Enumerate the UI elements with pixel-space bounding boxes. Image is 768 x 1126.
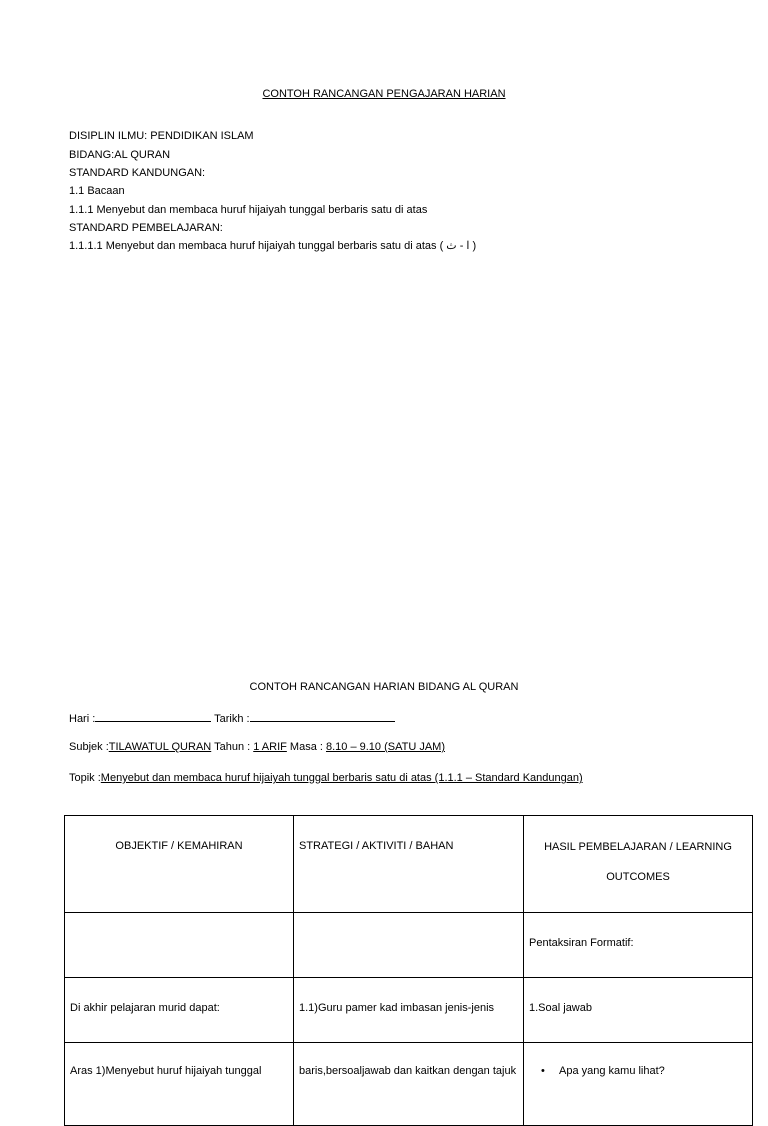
subjek-label: Subjek : — [69, 741, 109, 753]
table-row — [65, 913, 753, 978]
aras-cell: Aras 1)Menyebut huruf hijaiyah tunggal — [65, 1043, 294, 1126]
tarikh-label: Tarikh : — [214, 713, 250, 725]
topik-line — [69, 772, 583, 785]
strategi-step-cell: 1.1)Guru pamer kad imbasan jenis-jenis — [294, 978, 524, 1043]
page1-title: CONTOH RANCANGAN PENGAJARAN HARIAN — [262, 88, 506, 100]
table-cell — [294, 913, 524, 978]
table-row — [65, 1043, 753, 1126]
table-header-row — [65, 816, 753, 913]
header-objektif: OBJEKTIF / KEMAHIRAN — [65, 816, 294, 913]
question-bullet: • Apa yang kamu lihat? — [541, 1065, 747, 1077]
tarikh-blank[interactable] — [250, 711, 395, 722]
pembelajaran-detail-line: 1.1.1.1 Menyebut dan membaca huruf hijaiyah tunggal berbaris satu di atas ( ا - ث ) — [69, 240, 477, 252]
soal-jawab-cell: 1.Soal jawab — [524, 978, 753, 1043]
bacaan-line: 1.1 Bacaan — [69, 185, 125, 197]
kandungan-detail-line: 1.1.1 Menyebut dan membaca huruf hijaiyah tunggal berbaris satu di atas — [69, 204, 428, 216]
masa-value: 8.10 – 9.10 (SATU JAM) — [325, 741, 445, 753]
page2-title: CONTOH RANCANGAN HARIAN BIDANG AL QURAN — [249, 681, 519, 693]
hari-label: Hari : — [69, 713, 96, 725]
table-cell — [65, 913, 294, 978]
pentaksiran-cell: Pentaksiran Formatif: — [524, 913, 753, 978]
topik-value: Menyebut dan membaca huruf hijaiyah tunggal berbaris satu di atas (1.1.1 – Standard Kandungan) — [100, 772, 583, 784]
tahun-value: 1 ARIF — [253, 741, 287, 753]
header-strategi: STRATEGI / AKTIVITI / BAHAN — [294, 816, 524, 913]
header-hasil — [524, 816, 753, 913]
table-row — [65, 978, 753, 1043]
standard-pembelajaran-label: STANDARD PEMBELAJARAN: — [69, 222, 223, 234]
standard-kandungan-label: STANDARD KANDUNGAN: — [69, 167, 206, 179]
bidang-line: BIDANG:AL QURAN — [69, 149, 171, 161]
hari-blank[interactable] — [95, 711, 211, 722]
question-cell — [524, 1043, 753, 1126]
masa-label: Masa : — [286, 741, 326, 753]
strategi-continue-cell: baris,bersoaljawab dan kaitkan dengan tajuk — [294, 1043, 524, 1126]
disiplin-line: DISIPLIN ILMU: PENDIDIKAN ISLAM — [69, 130, 254, 142]
subjek-value: TILAWATUL QURAN — [108, 741, 212, 753]
header-hasil-line1: HASIL PEMBELAJARAN / LEARNING — [544, 841, 732, 853]
tahun-label: Tahun : — [211, 741, 254, 753]
objektif-intro-cell: Di akhir pelajaran murid dapat: — [65, 978, 294, 1043]
hari-tarikh-line — [69, 711, 395, 726]
header-hasil-line2: OUTCOMES — [606, 871, 670, 883]
topik-label: Topik : — [69, 772, 101, 784]
subjek-line — [69, 741, 445, 754]
lesson-plan-table — [64, 815, 753, 1126]
